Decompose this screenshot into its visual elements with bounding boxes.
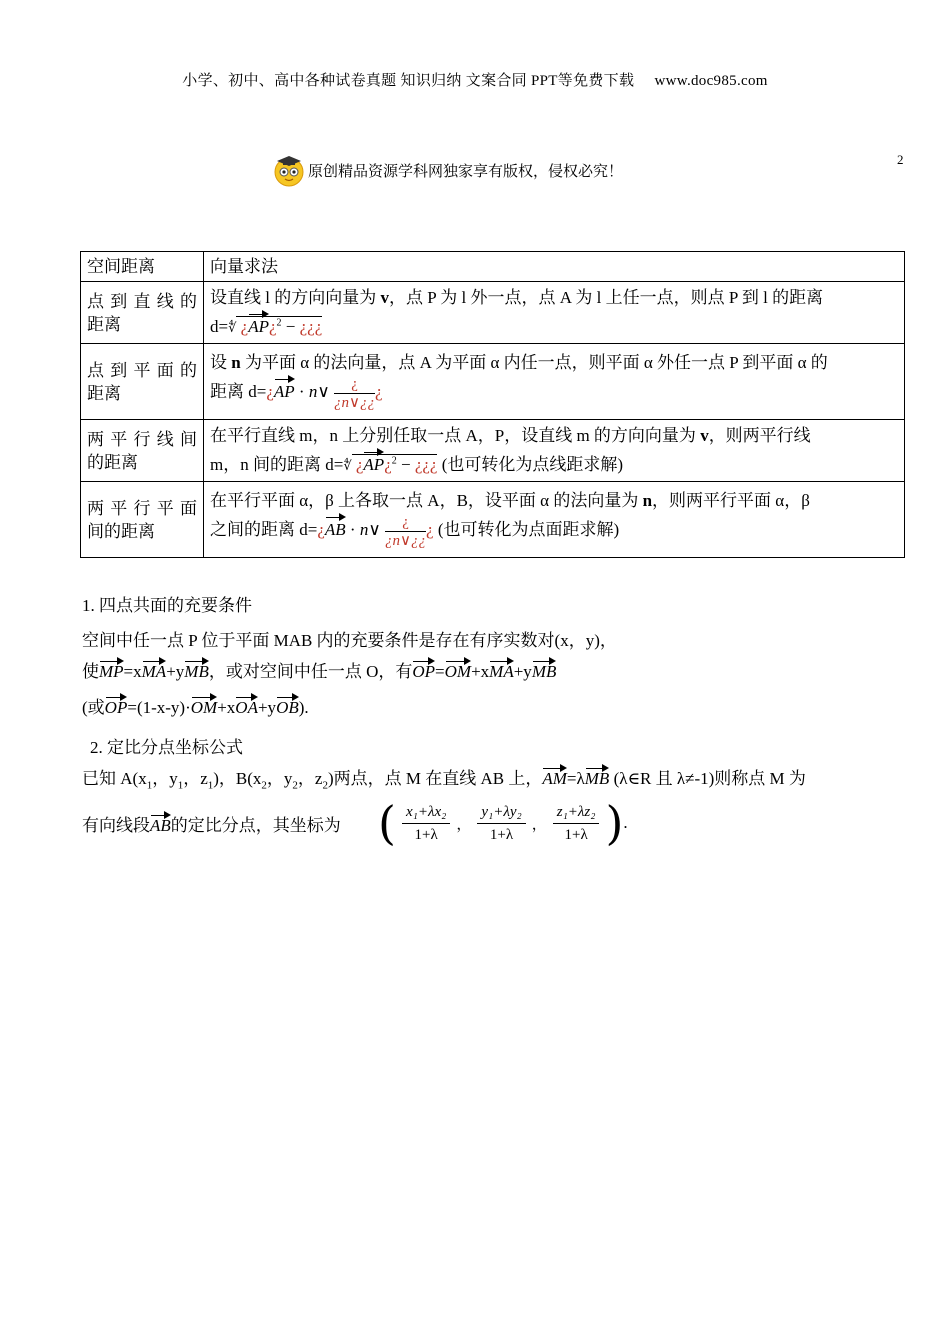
vector-ap: AP [363,447,384,476]
row-formula: 在平行直线 m，n 上分别任取一点 A，P，设直线 m 的方向向量为 v，则两平行线 m，n 间的距离 d=∜ ¿AP¿$^2$ − ¿¿¿ (也可转化为点线距求解) [204,420,905,482]
row-formula: 设 n 为平面 α 的法向量，点 A 为平面 α 内任一点，则平面 α 外任一点 P 到平面 α 的 距离 d=¿AP · n∨ $\frac{¿}{¿n\vee¿¿}$ ¿ [204,344,905,420]
section2-title: 2. 定比分点坐标公式 [90,738,243,757]
table-row [81,282,905,344]
copyright-banner [272,153,623,187]
section2-line1: 已知 $A(x_1$，$y_1$，$z_1$)，$B(x_2$，$y_2$，$z_2$)两点，点 M 在直线 AB 上，AM=λMB (λ∈R 且 λ≠-1)则称点 M 为 [82,763,806,791]
vector-ap: AP [274,374,295,403]
coord-z: z₁+λz₂ 1+λ [553,801,600,846]
row-label: 点到直线的 距离 [81,282,204,344]
section2-line2: 有向线段AB的定比分点，其坐标为 [82,810,341,836]
coordinate-formula: ( x₁+λx₂ 1+λ ， y₁+λy₂ 1+λ ， z₁+λz₂ 1+λ ) . [378,796,628,850]
section1-line1: 空间中任一点 P 位于平面 MAB 内的充要条件是存在有序实数对(x，y)， [82,631,617,650]
page-number: 2 [897,152,904,167]
coord-y: y₁+λy₂ 1+λ [477,801,525,846]
table-row [81,482,905,558]
table-row [81,344,905,420]
vector-ab: AB [325,512,346,541]
header-cell: 空间距离 [81,252,204,282]
distance-table [80,251,905,558]
page-header [0,69,950,90]
vector-ap: AP [248,309,269,338]
header-cell: 向量求法 [204,252,905,282]
coord-x: x₁+λx₂ 1+λ [402,801,450,846]
banner-text: 原创精品资源学科网独家享有版权，侵权必究！ [308,163,624,180]
section1-line2: 使MP=xMA+yMB，或对空间中任一点 O，有OP=OM+xMA+yMB [82,656,556,682]
row-label: 点到平面的 距离 [81,344,204,420]
row-label: 两平行线间 的距离 [81,420,204,482]
header-url[interactable]: www.doc985.com [654,73,768,89]
table-row [81,420,905,482]
table-header-row [81,252,905,282]
header-text: 小学、初中、高中各种试卷真题 知识归纳 文案合同 PPT等免费下载 [182,73,635,89]
section1-title: 1. 四点共面的充要条件 [82,596,252,615]
row-label: 两平行平面 间的距离 [81,482,204,558]
row-formula: 在平行平面 α，β 上各取一点 A，B，设平面 α 的法向量为 n，则两平行平面 α，β 之间的距离 d=¿AB · n∨ $\frac{¿}{¿n\vee¿¿}$ ¿ (也可转化为点面距求解) [204,482,905,558]
section1-line3: (或OP=(1-x-y)·OM+xOA+yOB). [82,692,309,718]
mascot-icon [272,153,306,187]
row-formula: 设直线 l 的方向向量为 v，点 P 为 l 外一点，点 A 为 l 上任一点，则点 P 到 l 的距离 d=∜ ¿AP¿$^2$ − ¿¿¿ [204,282,905,344]
